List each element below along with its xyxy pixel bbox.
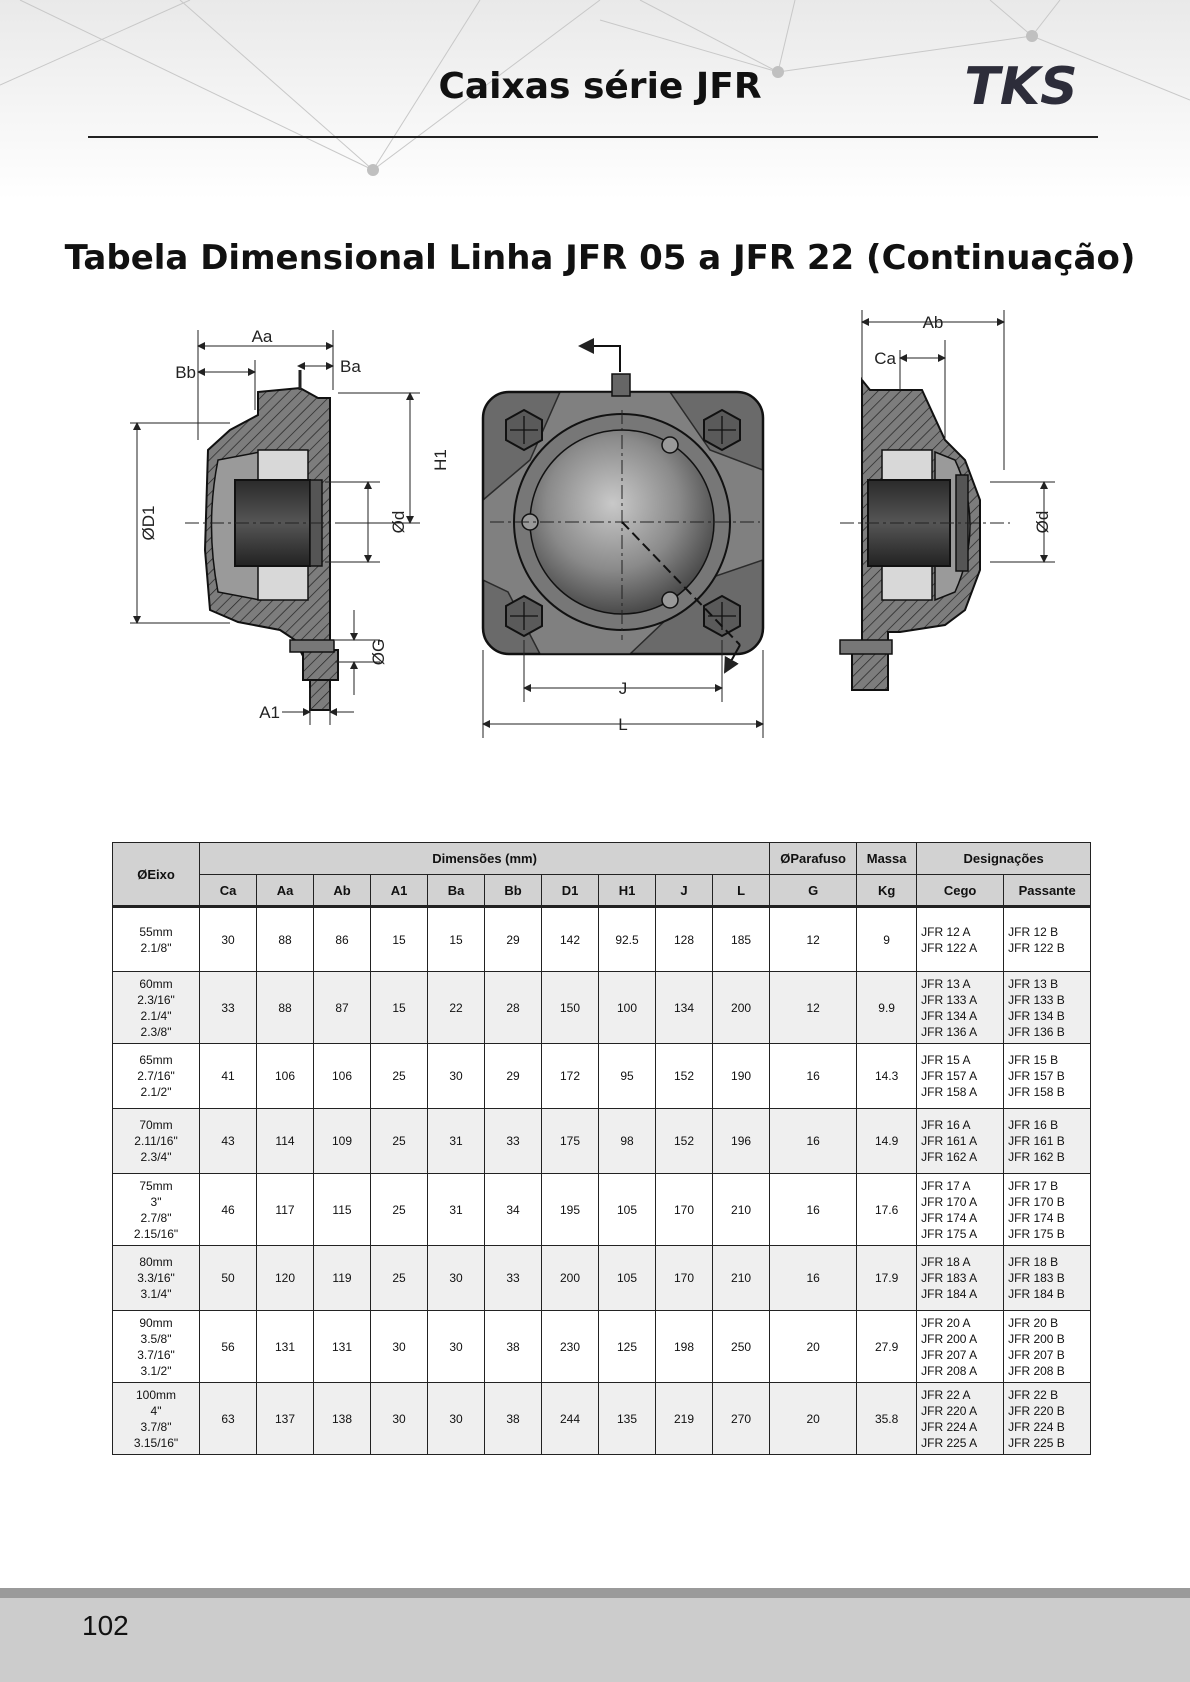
col-header: Passante — [1004, 875, 1091, 907]
cell-ba: 30 — [428, 1311, 485, 1383]
cell-ca: 50 — [200, 1246, 257, 1311]
cell-passante — [1004, 972, 1091, 1044]
table-row — [113, 1044, 1091, 1109]
cell-j: 128 — [656, 907, 713, 972]
technical-drawing — [110, 310, 1090, 800]
designation-code: JFR 207 A — [921, 1347, 978, 1362]
shaft-size: 2.3/4" — [140, 1150, 172, 1164]
cell-cego — [917, 972, 1004, 1044]
cell-ca: 30 — [200, 907, 257, 972]
cell-ba: 30 — [428, 1246, 485, 1311]
cell-d1: 142 — [542, 907, 599, 972]
designation-code: JFR 12 A — [921, 924, 971, 939]
designation-code: JFR 161 A — [921, 1134, 978, 1148]
table-row — [113, 1311, 1091, 1383]
cell-ab: 106 — [314, 1044, 371, 1109]
cell-a1: 30 — [371, 1311, 428, 1383]
col-header: G — [770, 875, 857, 907]
cell-a1: 25 — [371, 1246, 428, 1311]
footer-stripe — [0, 1588, 1190, 1598]
designation-code: JFR 134 A — [921, 1008, 978, 1023]
cell-cego — [917, 1044, 1004, 1109]
cell-passante — [1004, 1311, 1091, 1383]
header-bolt: ØParafuso — [770, 843, 857, 875]
label-h1: H1 — [431, 449, 450, 471]
table-row — [113, 1383, 1091, 1455]
designation-code: JFR 184 B — [1008, 1287, 1065, 1301]
cell-aa: 88 — [257, 907, 314, 972]
designation-code: JFR 16 A — [921, 1118, 971, 1132]
cell-shaft — [113, 1174, 200, 1246]
designation-code: JFR 207 B — [1008, 1347, 1065, 1362]
col-header: H1 — [599, 875, 656, 907]
cell-aa: 137 — [257, 1383, 314, 1455]
label-bb: Bb — [175, 363, 196, 382]
col-header: Ca — [200, 875, 257, 907]
cell-d1: 230 — [542, 1311, 599, 1383]
right-section-view — [840, 380, 1010, 690]
cell-l: 270 — [713, 1383, 770, 1455]
cell-d1: 244 — [542, 1383, 599, 1455]
cell-kg: 9.9 — [857, 972, 917, 1044]
cell-j: 152 — [656, 1109, 713, 1174]
cell-bb: 38 — [485, 1383, 542, 1455]
cell-l: 210 — [713, 1174, 770, 1246]
designation-code: JFR 161 B — [1008, 1134, 1065, 1148]
designation-code: JFR 224 A — [921, 1419, 978, 1434]
designation-code: JFR 22 A — [921, 1387, 971, 1402]
col-header: L — [713, 875, 770, 907]
cell-d1: 195 — [542, 1174, 599, 1246]
cell-shaft — [113, 1109, 200, 1174]
shaft-size: 2.7/16" — [137, 1069, 175, 1083]
cell-g: 12 — [770, 907, 857, 972]
designation-code: JFR 157 A — [921, 1069, 978, 1083]
designation-code: JFR 174 A — [921, 1210, 978, 1225]
footer — [0, 1598, 1190, 1682]
label-ba: Ba — [340, 357, 361, 376]
header-title: Caixas série JFR — [438, 66, 762, 107]
table-row — [113, 1246, 1091, 1311]
table-row — [113, 1109, 1091, 1174]
cell-l: 200 — [713, 972, 770, 1044]
col-header: D1 — [542, 875, 599, 907]
cell-ba: 31 — [428, 1174, 485, 1246]
cell-passante — [1004, 1109, 1091, 1174]
cell-l: 190 — [713, 1044, 770, 1109]
cell-bb: 28 — [485, 972, 542, 1044]
cell-shaft — [113, 1311, 200, 1383]
designation-code: JFR 136 A — [921, 1024, 978, 1039]
label-d-right: Ød — [1033, 510, 1052, 534]
shaft-size: 3.1/4" — [140, 1287, 172, 1301]
cell-g: 16 — [770, 1109, 857, 1174]
cell-cego — [917, 1311, 1004, 1383]
cell-a1: 30 — [371, 1383, 428, 1455]
designation-code: JFR 12 B — [1008, 924, 1059, 939]
designation-code: JFR 170 B — [1008, 1194, 1065, 1209]
table-row — [113, 1174, 1091, 1246]
cell-passante — [1004, 1044, 1091, 1109]
col-header: Aa — [257, 875, 314, 907]
designation-code: JFR 20 A — [921, 1315, 971, 1330]
cell-l: 196 — [713, 1109, 770, 1174]
col-header: Cego — [917, 875, 1004, 907]
cell-d1: 150 — [542, 972, 599, 1044]
cell-bb: 33 — [485, 1109, 542, 1174]
designation-code: JFR 220 A — [921, 1403, 978, 1418]
cell-ab: 86 — [314, 907, 371, 972]
cell-ca: 46 — [200, 1174, 257, 1246]
cell-h1: 135 — [599, 1383, 656, 1455]
label-ca: Ca — [874, 349, 896, 368]
cell-passante — [1004, 1246, 1091, 1311]
cell-passante — [1004, 1174, 1091, 1246]
designation-code: JFR 162 B — [1008, 1150, 1065, 1164]
shaft-size: 2.11/16" — [134, 1134, 178, 1148]
designation-code: JFR 200 B — [1008, 1331, 1065, 1346]
designation-code: JFR 183 B — [1008, 1271, 1065, 1285]
cell-aa: 131 — [257, 1311, 314, 1383]
cell-kg: 17.9 — [857, 1246, 917, 1311]
shaft-size: 2.7/8" — [140, 1210, 172, 1225]
designation-code: JFR 13 B — [1008, 976, 1059, 991]
cell-cego — [917, 1383, 1004, 1455]
col-header: A1 — [371, 875, 428, 907]
cell-a1: 25 — [371, 1044, 428, 1109]
cell-ab: 87 — [314, 972, 371, 1044]
cell-shaft — [113, 972, 200, 1044]
cell-l: 210 — [713, 1246, 770, 1311]
header-divider — [88, 136, 1098, 138]
cell-ab: 138 — [314, 1383, 371, 1455]
cell-kg: 17.6 — [857, 1174, 917, 1246]
shaft-size: 60mm — [139, 976, 173, 991]
shaft-size: 100mm — [135, 1387, 176, 1402]
cell-shaft — [113, 907, 200, 972]
left-section-view — [185, 370, 350, 710]
cell-ca: 63 — [200, 1383, 257, 1455]
page-title: Tabela Dimensional Linha JFR 05 a JFR 22 (Continuação) — [64, 238, 1136, 278]
cell-g: 16 — [770, 1044, 857, 1109]
cell-shaft — [113, 1044, 200, 1109]
cell-ba: 15 — [428, 907, 485, 972]
shaft-size: 2.15/16" — [133, 1226, 179, 1241]
label-a1: A1 — [259, 703, 280, 722]
header-dimensions: Dimensões (mm) — [200, 843, 770, 875]
page-number: 102 — [82, 1610, 129, 1641]
shaft-size: 3.5/8" — [140, 1331, 172, 1346]
cell-j: 170 — [656, 1174, 713, 1246]
label-g: ØG — [369, 638, 388, 666]
table-row — [113, 972, 1091, 1044]
cell-a1: 25 — [371, 1109, 428, 1174]
designation-code: JFR 208 A — [921, 1363, 978, 1378]
tks-logo — [960, 58, 1082, 114]
label-d1: ØD1 — [139, 505, 158, 541]
logo-text: TKS — [964, 58, 1078, 114]
shaft-size: 3.15/16" — [133, 1435, 179, 1450]
cell-j: 134 — [656, 972, 713, 1044]
cell-a1: 15 — [371, 972, 428, 1044]
col-header: Ba — [428, 875, 485, 907]
cell-h1: 92.5 — [599, 907, 656, 972]
cell-d1: 200 — [542, 1246, 599, 1311]
cell-ba: 30 — [428, 1383, 485, 1455]
cell-cego — [917, 1109, 1004, 1174]
shaft-size: 2.1/8" — [140, 940, 172, 955]
col-header: Kg — [857, 875, 917, 907]
cell-g: 16 — [770, 1174, 857, 1246]
cell-kg: 9 — [857, 907, 917, 972]
designation-code: JFR 20 B — [1008, 1315, 1059, 1330]
designation-code: JFR 136 B — [1008, 1024, 1065, 1039]
cell-bb: 29 — [485, 1044, 542, 1109]
cell-kg: 14.3 — [857, 1044, 917, 1109]
designation-code: JFR 184 A — [921, 1287, 978, 1301]
shaft-size: 3.7/16" — [137, 1347, 175, 1362]
shaft-size: 3.3/16" — [137, 1271, 175, 1285]
cell-ba: 22 — [428, 972, 485, 1044]
cell-shaft — [113, 1246, 200, 1311]
cell-aa: 88 — [257, 972, 314, 1044]
cell-j: 219 — [656, 1383, 713, 1455]
designation-code: JFR 200 A — [921, 1331, 978, 1346]
cell-g: 12 — [770, 972, 857, 1044]
designation-code: JFR 225 B — [1008, 1435, 1065, 1450]
designation-code: JFR 122 A — [921, 940, 978, 955]
header-designations: Designações — [917, 843, 1091, 875]
shaft-size: 2.1/2" — [140, 1085, 172, 1099]
cell-ba: 30 — [428, 1044, 485, 1109]
header-shaft: ØEixo — [113, 843, 200, 907]
cell-ca: 56 — [200, 1311, 257, 1383]
shaft-size: 2.1/4" — [140, 1008, 172, 1023]
cell-h1: 98 — [599, 1109, 656, 1174]
cell-g: 16 — [770, 1246, 857, 1311]
designation-code: JFR 133 A — [921, 992, 978, 1007]
cell-j: 198 — [656, 1311, 713, 1383]
cell-ca: 41 — [200, 1044, 257, 1109]
label-ab: Ab — [922, 313, 944, 332]
label-j: J — [618, 679, 628, 698]
shaft-size: 90mm — [139, 1315, 173, 1330]
header-mass: Massa — [857, 843, 917, 875]
cell-ca: 33 — [200, 972, 257, 1044]
shaft-size: 75mm — [139, 1178, 173, 1193]
designation-code: JFR 175 A — [921, 1226, 978, 1241]
cell-bb: 38 — [485, 1311, 542, 1383]
designation-code: JFR 158 B — [1008, 1085, 1065, 1099]
cell-cego — [917, 1246, 1004, 1311]
cell-ca: 43 — [200, 1109, 257, 1174]
cell-aa: 117 — [257, 1174, 314, 1246]
cell-aa: 106 — [257, 1044, 314, 1109]
cell-bb: 29 — [485, 907, 542, 972]
designation-code: JFR 183 A — [921, 1271, 978, 1285]
designation-code: JFR 174 B — [1008, 1210, 1065, 1225]
cell-aa: 114 — [257, 1109, 314, 1174]
shaft-size: 3" — [150, 1194, 162, 1209]
cell-passante — [1004, 1383, 1091, 1455]
designation-code: JFR 18 A — [921, 1255, 971, 1269]
cell-h1: 95 — [599, 1044, 656, 1109]
cell-h1: 125 — [599, 1311, 656, 1383]
col-header: Bb — [485, 875, 542, 907]
dimension-table — [112, 842, 1091, 1455]
cell-j: 170 — [656, 1246, 713, 1311]
designation-code: JFR 18 B — [1008, 1255, 1059, 1269]
designation-code: JFR 208 B — [1008, 1363, 1065, 1378]
designation-code: JFR 22 B — [1008, 1387, 1059, 1402]
cell-aa: 120 — [257, 1246, 314, 1311]
cell-j: 152 — [656, 1044, 713, 1109]
cell-shaft — [113, 1383, 200, 1455]
front-view — [483, 346, 763, 672]
designation-code: JFR 134 B — [1008, 1008, 1065, 1023]
shaft-size: 65mm — [139, 1053, 173, 1067]
col-header: Ab — [314, 875, 371, 907]
designation-code: JFR 13 A — [921, 976, 971, 991]
label-d: Ød — [389, 510, 408, 534]
designation-code: JFR 162 A — [921, 1150, 978, 1164]
designation-code: JFR 16 B — [1008, 1118, 1059, 1132]
cell-d1: 175 — [542, 1109, 599, 1174]
table-row — [113, 907, 1091, 972]
cell-h1: 100 — [599, 972, 656, 1044]
designation-code: JFR 158 A — [921, 1085, 978, 1099]
shaft-size: 55mm — [139, 924, 173, 939]
cell-bb: 34 — [485, 1174, 542, 1246]
designation-code: JFR 157 B — [1008, 1069, 1065, 1083]
cell-ab: 115 — [314, 1174, 371, 1246]
cell-a1: 25 — [371, 1174, 428, 1246]
cell-kg: 35.8 — [857, 1383, 917, 1455]
cell-bb: 33 — [485, 1246, 542, 1311]
shaft-size: 2.3/16" — [137, 992, 175, 1007]
cell-g: 20 — [770, 1383, 857, 1455]
cell-l: 250 — [713, 1311, 770, 1383]
cell-ab: 109 — [314, 1109, 371, 1174]
cell-cego — [917, 907, 1004, 972]
designation-code: JFR 224 B — [1008, 1419, 1065, 1434]
cell-g: 20 — [770, 1311, 857, 1383]
label-aa: Aa — [251, 327, 273, 346]
designation-code: JFR 17 A — [921, 1178, 971, 1193]
cell-l: 185 — [713, 907, 770, 972]
cell-ab: 119 — [314, 1246, 371, 1311]
shaft-size: 4" — [150, 1403, 162, 1418]
designation-code: JFR 133 B — [1008, 992, 1065, 1007]
cell-kg: 14.9 — [857, 1109, 917, 1174]
designation-code: JFR 15 B — [1008, 1053, 1059, 1067]
designation-code: JFR 17 B — [1008, 1178, 1059, 1193]
cell-a1: 15 — [371, 907, 428, 972]
designation-code: JFR 15 A — [921, 1053, 971, 1067]
shaft-size: 3.7/8" — [140, 1419, 172, 1434]
shaft-size: 2.3/8" — [140, 1024, 172, 1039]
cell-cego — [917, 1174, 1004, 1246]
col-header: J — [656, 875, 713, 907]
designation-code: JFR 122 B — [1008, 940, 1065, 955]
cell-ba: 31 — [428, 1109, 485, 1174]
cell-passante — [1004, 907, 1091, 972]
shaft-size: 3.1/2" — [140, 1363, 172, 1378]
cell-h1: 105 — [599, 1174, 656, 1246]
designation-code: JFR 170 A — [921, 1194, 978, 1209]
designation-code: JFR 220 B — [1008, 1403, 1065, 1418]
cell-h1: 105 — [599, 1246, 656, 1311]
cell-d1: 172 — [542, 1044, 599, 1109]
cell-kg: 27.9 — [857, 1311, 917, 1383]
shaft-size: 70mm — [139, 1118, 173, 1132]
label-l: L — [618, 715, 628, 734]
designation-code: JFR 175 B — [1008, 1226, 1065, 1241]
shaft-size: 80mm — [139, 1255, 173, 1269]
designation-code: JFR 225 A — [921, 1435, 978, 1450]
cell-ab: 131 — [314, 1311, 371, 1383]
